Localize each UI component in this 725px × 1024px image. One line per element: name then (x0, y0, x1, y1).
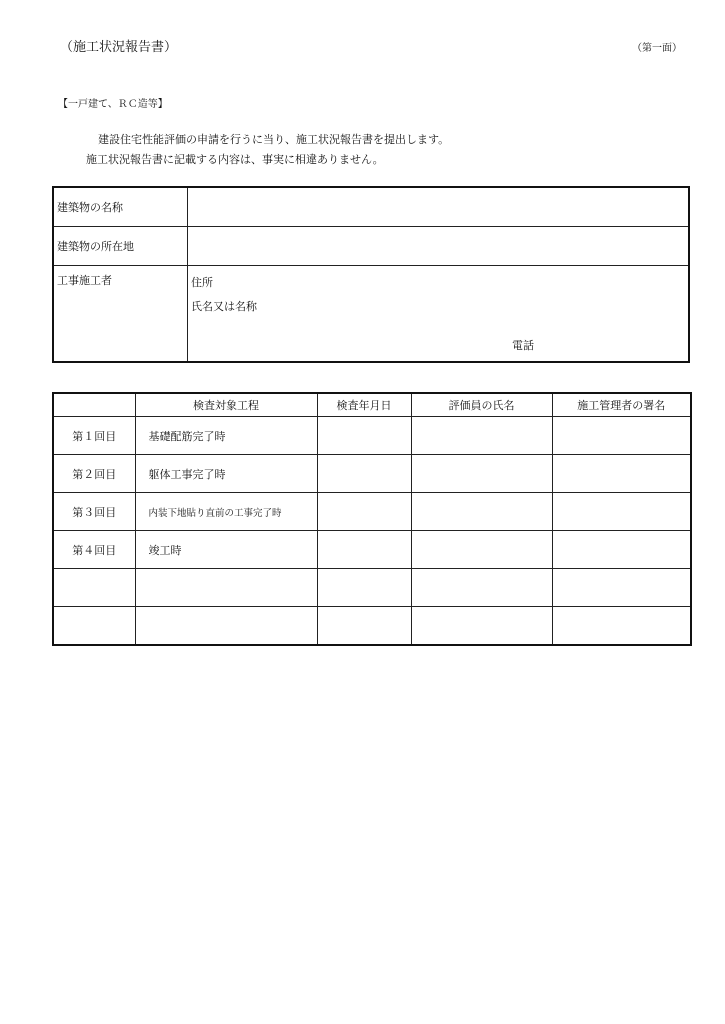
date-cell[interactable] (317, 417, 411, 455)
page-number: （第一面） (632, 43, 682, 54)
round-cell: 第４回目 (53, 531, 135, 569)
signature-cell[interactable] (552, 417, 691, 455)
process-cell: 竣工時 (135, 531, 317, 569)
declaration-line-2: 施工状況報告書に記載する内容は、事実に相違ありません。 (86, 153, 384, 166)
category-label: 【一戸建て、ＲＣ造等】 (58, 99, 168, 110)
date-cell[interactable] (317, 607, 411, 646)
table-row (53, 607, 691, 646)
round-cell[interactable] (53, 607, 135, 646)
inspector-cell[interactable] (411, 531, 552, 569)
declaration-line-1: 建設住宅性能評価の申請を行うに当り、施工状況報告書を提出します。 (98, 133, 450, 146)
inspector-cell[interactable] (411, 455, 552, 493)
table-row (53, 531, 691, 569)
process-cell[interactable] (135, 607, 317, 646)
phone-label: 電話 (512, 339, 534, 352)
building-info-table (52, 186, 690, 363)
round-cell: 第３回目 (53, 493, 135, 531)
inspector-cell[interactable] (411, 417, 552, 455)
date-cell[interactable] (317, 569, 411, 607)
header-date: 検査年月日 (317, 393, 411, 417)
inspector-cell[interactable] (411, 493, 552, 531)
inspection-header-row (53, 393, 691, 417)
name-label: 氏名又は名称 (191, 300, 257, 313)
header-inspector: 評価員の氏名 (411, 393, 552, 417)
building-location-field[interactable] (188, 227, 690, 266)
round-cell: 第１回目 (53, 417, 135, 455)
header-manager-signature: 施工管理者の署名 (552, 393, 691, 417)
signature-cell[interactable] (552, 493, 691, 531)
building-name-field[interactable] (188, 187, 690, 227)
contractor-field[interactable] (188, 266, 690, 363)
inspector-cell[interactable] (411, 569, 552, 607)
date-cell[interactable] (317, 455, 411, 493)
date-cell[interactable] (317, 531, 411, 569)
table-row (53, 569, 691, 607)
round-cell: 第２回目 (53, 455, 135, 493)
signature-cell[interactable] (552, 607, 691, 646)
contractor-label: 工事施工者 (53, 266, 188, 363)
round-cell[interactable] (53, 569, 135, 607)
table-row (53, 455, 691, 493)
table-row (53, 493, 691, 531)
document-title: （施工状況報告書） (60, 40, 178, 55)
signature-cell[interactable] (552, 455, 691, 493)
process-cell: 基礎配筋完了時 (135, 417, 317, 455)
process-cell: 内装下地貼り直前の工事完了時 (135, 493, 317, 531)
building-location-row (53, 227, 689, 266)
process-cell[interactable] (135, 569, 317, 607)
contractor-row (53, 266, 689, 363)
table-row (53, 417, 691, 455)
inspection-table (52, 392, 692, 646)
building-name-label: 建築物の名称 (53, 187, 188, 227)
date-cell[interactable] (317, 493, 411, 531)
address-label: 住所 (191, 276, 213, 289)
building-name-row (53, 187, 689, 227)
inspector-cell[interactable] (411, 607, 552, 646)
process-cell: 躯体工事完了時 (135, 455, 317, 493)
header-process: 検査対象工程 (135, 393, 317, 417)
building-location-label: 建築物の所在地 (53, 227, 188, 266)
signature-cell[interactable] (552, 569, 691, 607)
signature-cell[interactable] (552, 531, 691, 569)
header-blank (53, 393, 135, 417)
